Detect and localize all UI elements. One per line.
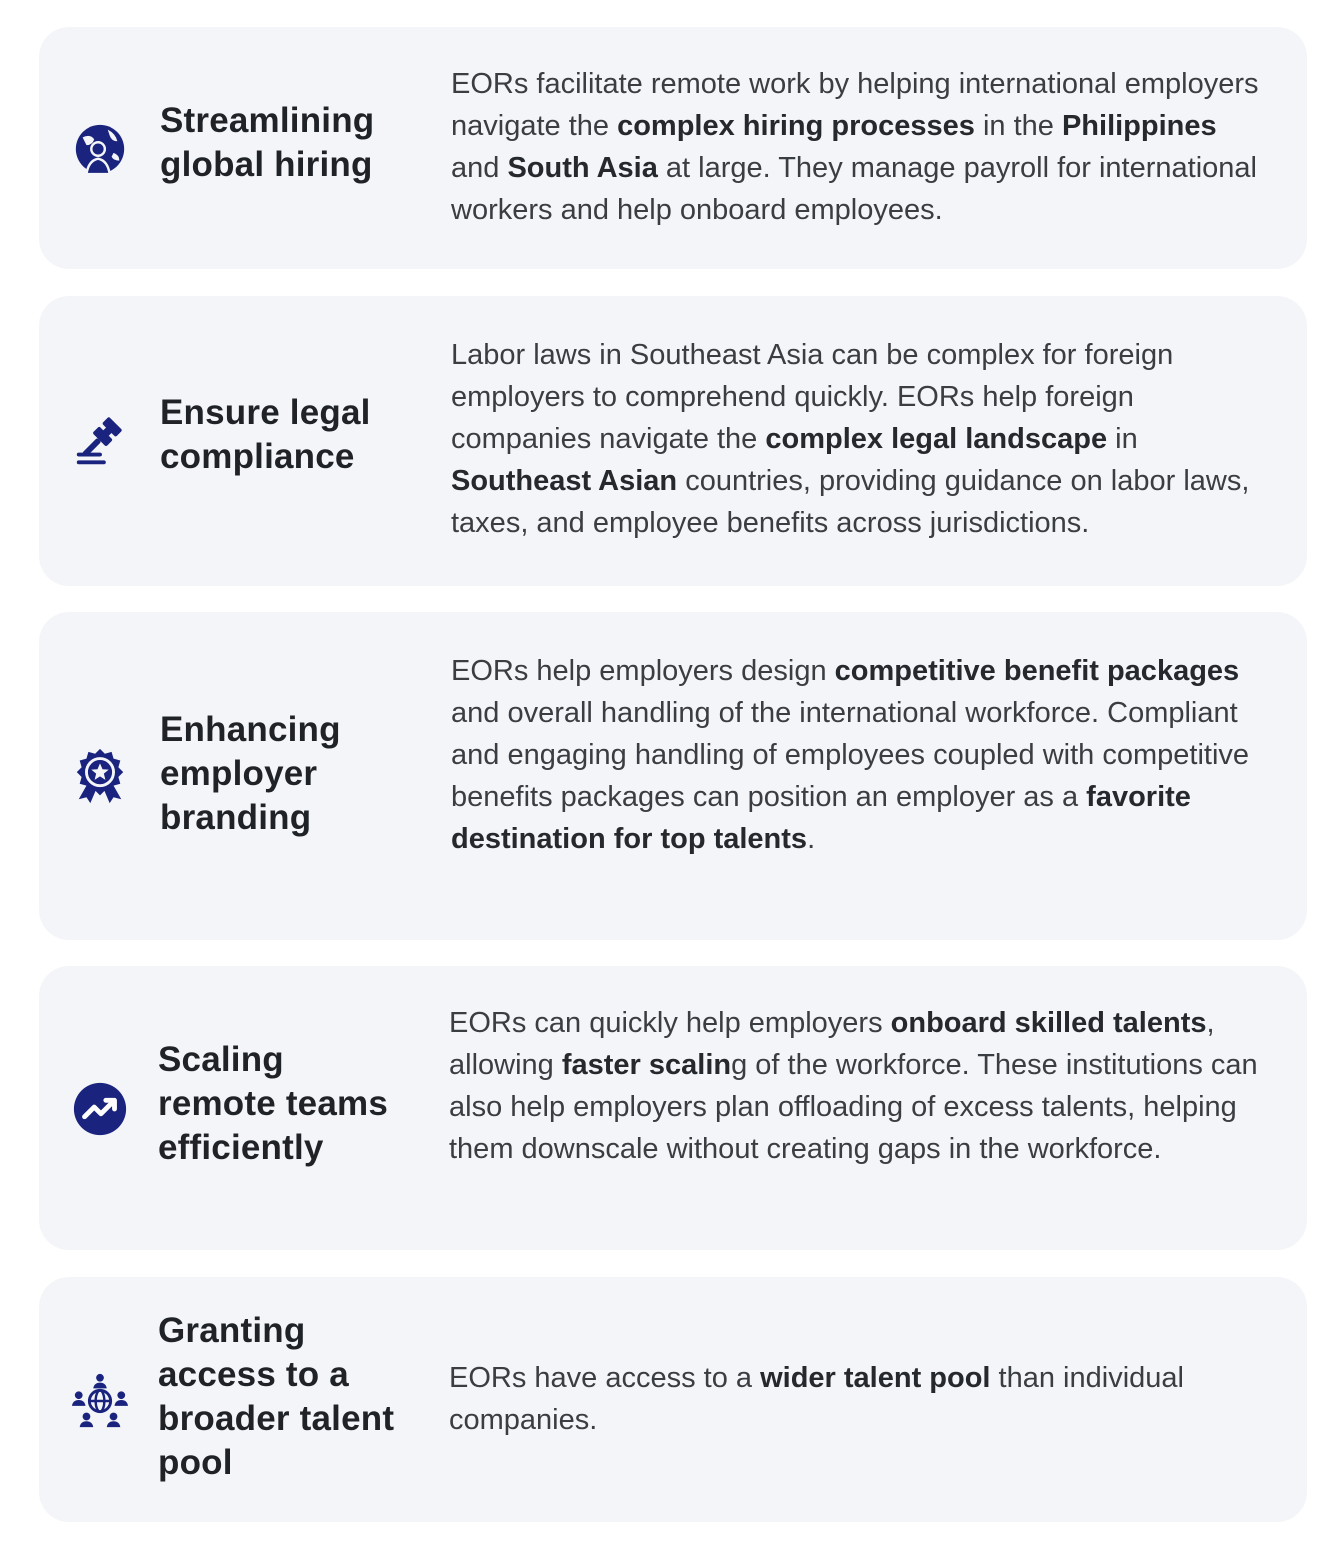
highlight-text: favorite destination for top talents <box>451 781 1191 855</box>
highlight-text: Southeast Asian <box>451 465 678 497</box>
card-title: Granting access to a broader talent pool <box>158 1311 395 1482</box>
highlight-text: competitive benefit packages <box>834 655 1240 687</box>
benefit-card-scaling-teams <box>39 966 1307 1250</box>
benefit-card-global-hiring <box>39 27 1307 269</box>
award-badge-icon <box>71 747 129 805</box>
card-description: EORs can quickly help employers onboard skilled talents, allowing faster scaling of the workforce. These institutions can also help employers plan offloading of excess talents, helping them downscale without creating gaps in the workforce. <box>449 1007 1258 1165</box>
benefit-card-legal-compliance <box>39 296 1307 586</box>
highlight-text: Philippines <box>1061 110 1217 142</box>
highlight-text: wider talent pool <box>760 1362 991 1394</box>
gavel-icon <box>71 412 129 470</box>
card-title: Enhancing employer branding <box>160 710 341 837</box>
highlight-text: onboard skilled talents <box>890 1007 1207 1039</box>
benefit-card-employer-branding <box>39 612 1307 940</box>
trending-up-icon <box>71 1080 129 1138</box>
benefit-card-talent-pool <box>39 1277 1307 1522</box>
globe-person-icon <box>71 120 129 178</box>
card-description: Labor laws in Southeast Asia can be complex for foreign employers to comprehend quickly. EORs help foreign companies navigate the complex legal landscape in Southeast Asian countries, providing guidance on labor laws, taxes, and employee benefits across jurisdictions. <box>451 339 1250 539</box>
global-network-icon <box>71 1372 129 1430</box>
card-description: EORs help employers design competitive benefit packages and overall handling of the international workforce. Compliant and engaging handling of employees coupled with competitive benefits packages can position an employer as a favorite destination for top talents. <box>451 655 1250 855</box>
card-description: EORs facilitate remote work by helping international employers navigate the complex hiring processes in the Philippines and South Asia at large. They manage payroll for international workers and help onboard employees. <box>451 68 1259 226</box>
card-title: Streamlining global hiring <box>160 101 375 184</box>
highlight-text: complex legal landscape <box>765 423 1108 455</box>
highlight-text: South Asia <box>507 152 658 184</box>
card-description: EORs have access to a wider talent pool than individual companies. <box>449 1362 1184 1436</box>
card-title: Ensure legal compliance <box>160 393 371 476</box>
highlight-text: faster scalin <box>561 1049 732 1081</box>
card-title: Scaling remote teams efficiently <box>158 1040 389 1167</box>
highlight-text: complex hiring processes <box>617 110 975 142</box>
